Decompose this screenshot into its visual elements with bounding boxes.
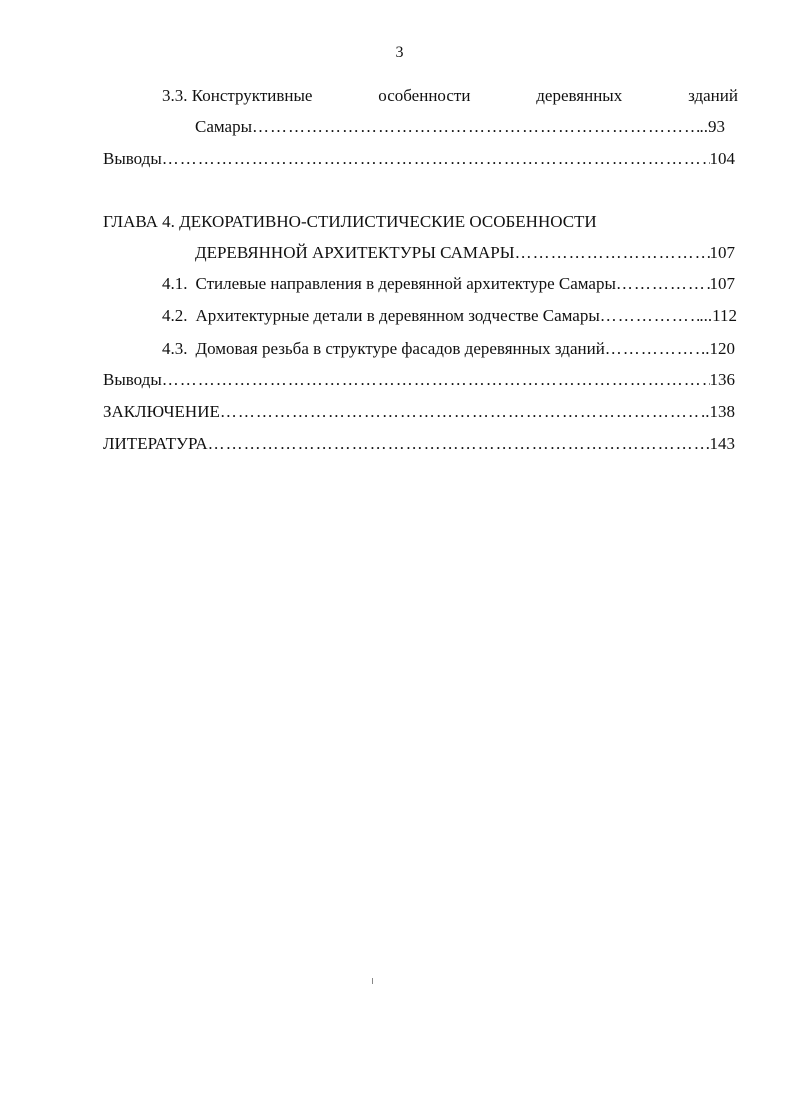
- toc-entry-conclusions-chapter-3[interactable]: [103, 147, 735, 171]
- toc-chapter-4-heading[interactable]: [103, 210, 743, 234]
- toc-entry-label: Архитектурные детали в деревянном зодчестве Самары: [195, 306, 600, 325]
- dot-leader: [162, 368, 710, 392]
- toc-page-number: 107: [709, 243, 735, 262]
- toc-entry-number: 4.1.: [162, 274, 188, 293]
- dot-leader: [515, 241, 710, 265]
- toc-entry-4-1[interactable]: [162, 272, 735, 296]
- toc-page-number: 107: [709, 274, 735, 293]
- toc-chapter-title-cont: ДЕРЕВЯННОЙ АРХИТЕКТУРЫ САМАРЫ: [195, 243, 515, 262]
- toc-entry-3-3-continuation[interactable]: [195, 115, 725, 139]
- toc-entry-word: Конструктивные: [191, 86, 313, 105]
- toc-entry-conclusions-chapter-4[interactable]: [103, 368, 735, 392]
- toc-entry-3-3[interactable]: [162, 84, 738, 108]
- toc-page-number: ..120: [701, 339, 735, 358]
- toc-entry-label: Самары: [195, 117, 252, 136]
- toc-chapter-4-continuation[interactable]: [195, 241, 735, 265]
- dot-leader: [220, 400, 701, 424]
- toc-page-number: ..138: [701, 402, 735, 421]
- toc-page-number: 136: [709, 370, 735, 389]
- toc-entry-number: 3.3.: [162, 86, 188, 105]
- toc-entry-literature[interactable]: [103, 432, 735, 456]
- dot-leader: [616, 272, 710, 296]
- toc-entry-3-3-first: [162, 84, 312, 108]
- toc-page-number: ..93: [699, 117, 725, 136]
- dot-leader: [600, 304, 700, 328]
- scan-speck: [372, 978, 373, 984]
- toc-entry-label: Выводы: [103, 370, 162, 389]
- toc-entry-word: особенности: [378, 86, 471, 105]
- toc-page-number: 104: [709, 149, 735, 168]
- dot-leader: [162, 147, 710, 171]
- page-number: 3: [395, 44, 404, 61]
- dot-leader: [208, 432, 710, 456]
- toc-entry-word: зданий: [688, 86, 738, 105]
- toc-entry-label: Домовая резьба в структуре фасадов деревянных зданий: [195, 339, 605, 358]
- toc-entry-label: Стилевые направления в деревянной архитектуре Самары: [195, 274, 616, 293]
- toc-entry-conclusion[interactable]: [103, 400, 735, 424]
- dot-leader: [605, 337, 701, 361]
- toc-entry-number: 4.2.: [162, 306, 188, 325]
- toc-page-number: 143: [709, 434, 735, 453]
- toc-chapter-title: ГЛАВА 4. ДЕКОРАТИВНО-СТИЛИСТИЧЕСКИЕ ОСОБЕННОСТИ: [103, 212, 597, 231]
- toc-entry-label: ЗАКЛЮЧЕНИЕ: [103, 402, 220, 421]
- toc-page-number: ...112: [699, 306, 737, 325]
- toc-entry-word: деревянных: [536, 86, 623, 105]
- toc-entry-label: Выводы: [103, 149, 162, 168]
- toc-entry-label: ЛИТЕРАТУРА: [103, 434, 208, 453]
- toc-entry-4-3[interactable]: [162, 337, 735, 361]
- dot-leader: [252, 115, 700, 139]
- toc-entry-number: 4.3.: [162, 339, 188, 358]
- toc-entry-4-2[interactable]: [162, 304, 737, 328]
